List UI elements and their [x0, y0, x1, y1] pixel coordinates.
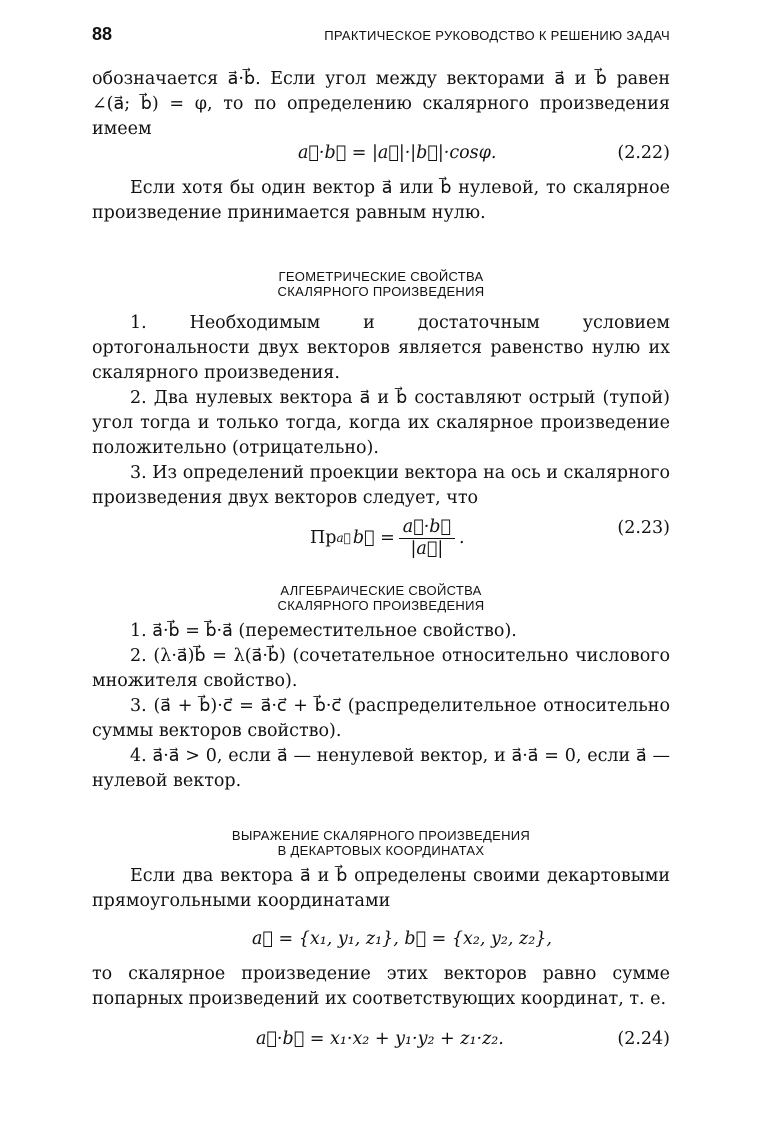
- section-heading-line: ГЕОМЕТРИЧЕСКИЕ СВОЙСТВА: [278, 269, 484, 284]
- geometric-property-1: 1. Необходимым и достаточным условием ортогональности двух векторов является равенство нулю их скалярного произведения.: [92, 313, 670, 383]
- projection-subscript: a⃗: [336, 531, 351, 545]
- formula-2-23: [92, 515, 670, 561]
- section-heading-line: В ДЕКАРТОВЫХ КООРДИНАТАХ: [277, 843, 485, 858]
- geometric-property-3: 3. Из определений проекции вектора на ось и скалярного произведения двух векторов следует, что: [92, 463, 670, 508]
- running-header: [92, 24, 670, 45]
- formula-2-24-number: (2.24): [617, 1029, 670, 1049]
- page: [92, 24, 670, 1052]
- formula-2-22: [92, 140, 670, 166]
- coordinates-paragraph-1: Если два вектора a⃗ и b⃗ определены своими декартовыми прямоугольными координатами: [92, 866, 670, 911]
- running-header-title: ПРАКТИЧЕСКОЕ РУКОВОДСТВО К РЕШЕНИЮ ЗАДАЧ: [324, 28, 670, 43]
- section-heading-line: АЛГЕБРАИЧЕСКИЕ СВОЙСТВА: [280, 583, 482, 598]
- algebraic-property-2: 2. (λ·a⃗)b⃗ = λ(a⃗·b⃗) (сочетательное относительно числового множителя свойство).: [92, 646, 670, 691]
- section-heading-line: СКАЛЯРНОГО ПРОИЗВЕДЕНИЯ: [277, 598, 485, 613]
- section-heading-geometric: [92, 269, 670, 299]
- coordinates-paragraph-2: то скалярное произведение этих векторов равно сумме попарных произведений их соответствующих координат, т. е.: [92, 964, 670, 1009]
- fraction: [399, 517, 455, 560]
- section-heading-line: ВЫРАЖЕНИЕ СКАЛЯРНОГО ПРОИЗВЕДЕНИЯ: [231, 828, 531, 843]
- intro-paragraph-1: обозначается a⃗·b⃗. Если угол между векторами a⃗ и b⃗ равен ∠(a⃗; b⃗) = φ, то по определению скалярного произведения имеем: [92, 69, 670, 139]
- formula-2-22-number: (2.22): [617, 143, 670, 163]
- formula-2-24: [92, 1026, 670, 1052]
- formula-coordinates: [92, 926, 670, 952]
- section-heading-coordinates: [92, 828, 670, 858]
- page-number: 88: [92, 24, 113, 44]
- algebraic-property-1: 1. a⃗·b⃗ = b⃗·a⃗ (переместительное свойство).: [130, 621, 517, 641]
- formula-2-24-expression: a⃗·b⃗ = x₁·x₂ + y₁·y₂ + z₁·z₂.: [256, 1029, 504, 1049]
- projection-symbol: Пр: [310, 528, 337, 548]
- projection-vector: b⃗ =: [352, 528, 395, 548]
- section-heading-algebraic: [92, 583, 670, 613]
- geometric-property-2: 2. Два нулевых вектора a⃗ и b⃗ составляют острый (тупой) угол тогда и только тогда, когда их скалярное произведение положительно (отрицательно).: [92, 388, 670, 458]
- formula-2-23-expression: Пр a⃗ b⃗ = $\frac{a⃗\cdot b⃗}{|a⃗|}$ .: [310, 516, 465, 559]
- fraction-denominator: |a⃗|: [410, 538, 444, 559]
- algebraic-property-4: 4. a⃗·a⃗ > 0, если a⃗ — ненулевой вектор, и a⃗·a⃗ = 0, если a⃗ — нулевой вектор.: [92, 746, 670, 791]
- section-heading-line: СКАЛЯРНОГО ПРОИЗВЕДЕНИЯ: [277, 284, 485, 299]
- intro-paragraph-2: Если хотя бы один вектор a⃗ или b⃗ нулевой, то скалярное произведение принимается равным нулю.: [92, 178, 670, 223]
- formula-2-23-number: (2.23): [617, 518, 670, 538]
- algebraic-property-3: 3. (a⃗ + b⃗)·c⃗ = a⃗·c⃗ + b⃗·c⃗ (распределительное относительно суммы векторов свойство).: [92, 696, 670, 741]
- fraction-numerator: a⃗·b⃗: [399, 517, 455, 539]
- formula-2-22-expression: a⃗·b⃗ = |a⃗|·|b⃗|·cosφ.: [298, 143, 497, 163]
- formula-coordinates-expression: a⃗ = {x₁, y₁, z₁}, b⃗ = {x₂, y₂, z₂},: [252, 929, 552, 949]
